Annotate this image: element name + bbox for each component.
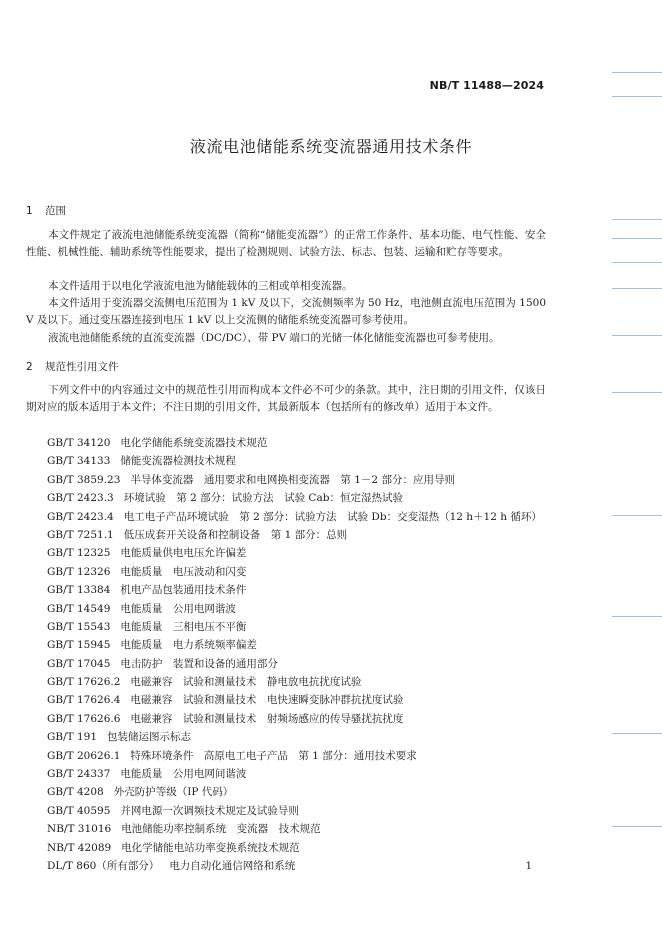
- reference-code: GB/T 15945: [47, 639, 111, 652]
- reference-title: 电能质量 三相电压不平衡: [120, 620, 247, 633]
- reference-code: GB/T 15543: [47, 620, 111, 633]
- section-heading-normative-references: [26, 359, 119, 374]
- reference-title: 电能质量供电电压允许偏差: [120, 547, 247, 560]
- reference-title: 电能质量 公用电网谐波: [120, 602, 236, 615]
- margin-rule: [612, 288, 662, 289]
- page-number: 1: [525, 861, 532, 872]
- reference-item: [47, 839, 607, 857]
- paragraph-text: 本文件规定了液流电池储能系统变流器（简称“储能变流器”）的正常工作条件、基本功能、电气性能、安全性能、机械性能、辅助系统等性能要求，提出了检测规则、试验方法、标志、包装、运输和贮存等要求。: [26, 229, 546, 258]
- section-title: 范围: [45, 205, 66, 217]
- reference-code: GB/T 3859.23: [47, 473, 121, 486]
- reference-code: GB/T 191: [47, 731, 98, 744]
- reference-title: 机电产品包装通用技术条件: [120, 584, 247, 597]
- reference-code: GB/T 34120: [47, 437, 111, 449]
- section-title: 规范性引用文件: [45, 361, 119, 373]
- reference-item: [47, 820, 607, 838]
- reference-code: GB/T 12326: [47, 565, 111, 578]
- reference-item: [47, 728, 607, 746]
- section-number: 2: [26, 361, 33, 373]
- reference-code: GB/T 7251.1: [47, 528, 114, 541]
- reference-list: [47, 434, 607, 875]
- standard-number: NB/T 11488—2024: [429, 79, 544, 92]
- document-title: 液流电池储能系统变流器通用技术条件: [189, 137, 473, 156]
- reference-code: GB/T 12325: [47, 547, 111, 560]
- reference-code: GB/T 17626.6: [47, 712, 121, 725]
- reference-code: GB/T 13384: [47, 584, 111, 597]
- reference-item: [47, 526, 607, 544]
- reference-title: 外壳防护等级（IP 代码）: [113, 786, 234, 799]
- margin-rule: [612, 392, 662, 393]
- reference-code: GB/T 2423.4: [47, 510, 114, 523]
- reference-item: [47, 508, 607, 526]
- reference-title: 电工电子产品环境试验 第 2 部分：试验方法 试验 Db：交变湿热（12 h＋12 h 循环）: [123, 510, 542, 523]
- reference-item: [47, 544, 607, 562]
- reference-title: 电池储能功率控制系统 变流器 技术规范: [121, 823, 321, 836]
- reference-code: GB/T 2423.3: [47, 492, 114, 505]
- reference-title: 电能质量 电压波动和闪变: [120, 565, 247, 578]
- paragraph-text: 液流电池储能系统的直流变流器（DC/DC）、带 PV 端口的光储一体化储能变流器也可参考使用。: [48, 332, 500, 344]
- reference-item: [47, 747, 607, 765]
- reference-item: [47, 452, 607, 470]
- margin-rule: [612, 515, 662, 516]
- reference-item: [47, 471, 607, 489]
- margin-rule: [612, 219, 662, 220]
- reference-item: [47, 434, 607, 452]
- reference-item: [47, 710, 607, 728]
- margin-rule: [612, 826, 662, 827]
- reference-title: 电能质量 公用电网间谐波: [120, 768, 247, 781]
- margin-rule: [612, 72, 662, 73]
- paragraph: [26, 382, 546, 416]
- reference-title: 半导体变流器 通用要求和电网换相变流器 第 1－2 部分：应用导则: [130, 473, 455, 486]
- paragraph: [26, 227, 546, 261]
- paragraph-text: 本文件适用于变流器交流侧电压范围为 1 kV 及以下，交流侧频率为 50 Hz，电池侧直流电压范围为 1500 V 及以下。通过变压器连接到电压 1 kV 以上交流侧的储能系统变流器可参考使用。: [26, 297, 546, 326]
- reference-code: GB/T 24337: [47, 768, 111, 781]
- reference-title: 储能变流器检测技术规程: [120, 455, 236, 468]
- section-number: 1: [26, 205, 33, 217]
- reference-item: [47, 783, 607, 801]
- reference-code: GB/T 34133: [47, 455, 111, 468]
- reference-code: NB/T 42089: [47, 841, 112, 854]
- paragraph-text: 下列文件中的内容通过文中的规范性引用而构成本文件必不可少的条款。其中，注日期的引用文件，仅该日期对应的版本适用于本文件；不注日期的引用文件，其最新版本（包括所有的修改单）适用于本文件。: [26, 384, 546, 413]
- reference-code: GB/T 4208: [47, 786, 104, 799]
- reference-item: [47, 618, 607, 636]
- reference-item: [47, 600, 607, 618]
- reference-title: 电力自动化通信网络和系统: [169, 859, 296, 872]
- reference-title: 环境试验 第 2 部分：试验方法 试验 Cab：恒定湿热试验: [123, 492, 403, 505]
- margin-rule: [612, 616, 662, 617]
- paragraph: [26, 330, 546, 347]
- reference-code: GB/T 17626.4: [47, 694, 121, 707]
- margin-rule: [612, 733, 662, 734]
- reference-item: [47, 489, 607, 507]
- reference-code: GB/T 20626.1: [47, 749, 121, 762]
- reference-title: 电磁兼容 试验和测量技术 电快速瞬变脉冲群抗扰度试验: [130, 694, 404, 707]
- reference-title: 低压成套开关设备和控制设备 第 1 部分：总则: [123, 528, 348, 541]
- reference-item: [47, 563, 607, 581]
- margin-rule: [612, 96, 662, 97]
- reference-code: GB/T 14549: [47, 602, 111, 615]
- reference-item: [47, 802, 607, 820]
- paragraph-text: 本文件适用于以电化学液流电池为储能载体的三相或单相变流器。: [48, 280, 353, 292]
- reference-title: 电化学储能系统变流器技术规范: [120, 437, 268, 449]
- reference-title: 并网电源一次调频技术规定及试验导则: [120, 804, 299, 817]
- reference-title: 电击防护 装置和设备的通用部分: [120, 657, 278, 670]
- reference-item: [47, 765, 607, 783]
- reference-title: 电磁兼容 试验和测量技术 静电放电抗扰度试验: [130, 676, 362, 689]
- reference-code: GB/T 17626.2: [47, 676, 121, 689]
- paragraph: [26, 295, 546, 329]
- margin-rule: [612, 262, 662, 263]
- section-heading-scope: [26, 203, 66, 218]
- reference-item: [47, 581, 607, 599]
- reference-code: GB/T 17045: [47, 657, 111, 670]
- reference-title: 特殊环境条件 高原电工电子产品 第 1 部分：通用技术要求: [130, 749, 417, 762]
- reference-code: DL/T 860（所有部分）: [47, 859, 160, 872]
- reference-item: [47, 673, 607, 691]
- reference-title: 电化学储能电站功率变换系统技术规范: [121, 841, 300, 854]
- reference-title: 电磁兼容 试验和测量技术 射频场感应的传导骚扰抗扰度: [130, 712, 404, 725]
- paragraph: [26, 278, 546, 295]
- margin-rule: [612, 335, 662, 336]
- reference-title: 包装储运图示标志: [107, 731, 192, 744]
- reference-code: NB/T 31016: [47, 823, 112, 836]
- reference-item: [47, 857, 607, 875]
- reference-item: [47, 691, 607, 709]
- reference-item: [47, 655, 607, 673]
- reference-item: [47, 636, 607, 654]
- reference-code: GB/T 40595: [47, 804, 111, 817]
- reference-title: 电能质量 电力系统频率偏差: [120, 639, 257, 652]
- margin-rule: [612, 238, 662, 239]
